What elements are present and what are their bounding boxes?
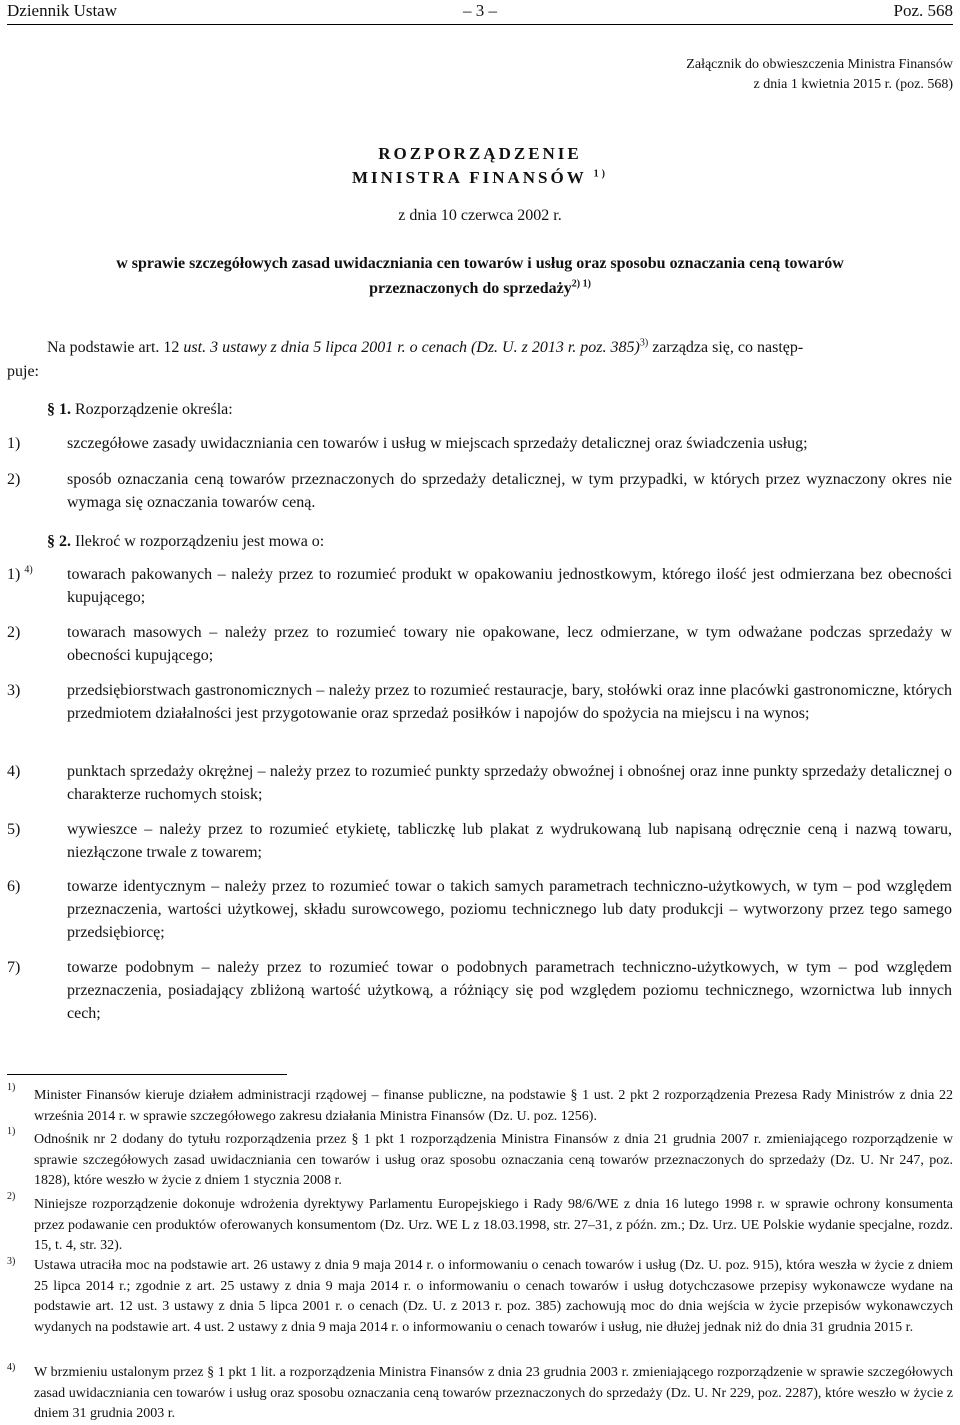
paragraph-2-lead [47, 530, 324, 553]
position-number: Poz. 568 [893, 1, 953, 20]
annex-line-1: Załącznik do obwieszczenia Ministra Finansów [686, 57, 953, 72]
issuer-title [7, 167, 953, 189]
list-item-text: towarach pakowanych – należy przez to rozumieć produkt w opakowaniu jednostkowym, którego ilość jest odmierzana bez obecności kupującego; [67, 566, 952, 606]
list-item-text: towarze podobnym – należy przez to rozumieć towar o podobnych parametrach techniczno-użytkowych, w tym – pod względem przeznaczenia, posiadający zbliżoną wartość użytkową, a różniący się pod względem poziomu technicznego, wzornictwa lub innych cech; [67, 959, 952, 1022]
footnote-text: W brzmieniu ustalonym przez § 1 pkt 1 lit. a rozporządzenia Ministra Finansów z dnia 23 grudnia 2003 r. zmieniającego rozporządzenie w sprawie szczegółowych zasad uwidaczniania cen towarów i usług oraz sposobu oznaczania ceną towarów przeznaczonych do sprzedaży (Dz. U. Nr 229, poz. 2287), które weszło w życie z dniem 31 grudnia 2003 r. [34, 1365, 953, 1421]
list-item-text: punktach sprzedaży okrężnej – należy przez to rozumieć punkty sprzedaży obwoźnej i obnośnej oraz inne punkty sprzedaży detalicznej o charakterze ruchomych stoisk; [67, 763, 952, 803]
footnote-text: Ustawa utraciła moc na podstawie art. 26 ustawy z dnia 9 maja 2014 r. o informowaniu o cenach towarów i usług (Dz. U. poz. 915), która weszła w życie z dniem 25 lipca 2014 r.; zgodnie z art. 25 ustawy z dnia 9 maja 2014 r. o informowaniu o cenach towarów i usług dotychczasowe przepisy wykonawcze wydane na podstawie art. 12 ust. 3 ustawy z dnia 5 lipca 2001 r. o cenach (Dz. U. z 2013 r. poz. 385) zachowują moc do dnia wejścia w życie przepisów wykonawczych wydanych na podstawie art. 4 ust. 2 ustawy z dnia 9 maja 2014 r. o informowaniu o cenach towarów i usług, nie dłużej jednak niż do dnia 31 grudnia 2015 r. [34, 1258, 953, 1335]
list-item-text: przedsiębiorstwach gastronomicznych – należy przez to rozumieć restauracje, bary, stołówki oraz inne placówki gastronomiczne, których przedmiotem działalności jest przygotowanie oraz sprzedaż posiłków i napojów do spożycia na miejscu i na wynos; [67, 682, 952, 722]
paragraph-1-mark: § 1. [47, 401, 71, 418]
list-item-text: wywieszce – należy przez to rozumieć etykietę, tabliczkę lub plakat z wydrukowaną lub napisaną odręcznie ceną i nazwą towaru, niezłączone trwale z towarem; [67, 821, 952, 861]
list-item-text: towarach masowych – należy przez to rozumieć towary nie opakowane, lecz odmierzane, w tym odważane podczas sprzedaży w obecności kupującego; [67, 624, 952, 664]
preamble-text-c: zarządza się, co następ- [648, 339, 804, 356]
preamble-footnote-ref: 3) [639, 337, 649, 349]
paragraph-1-lead-text: Rozporządzenie określa: [71, 401, 233, 418]
footnote-separator [7, 1074, 287, 1075]
footnote-mark: 4) [7, 1362, 16, 1373]
preamble [47, 336, 953, 359]
footnote-text: Niniejsze rozporządzenie dokonuje wdrożenia dyrektywy Parlamentu Europejskiego i Rady 98/6/WE z dnia 16 lutego 1998 r. w sprawie ochrony konsumenta przez podawanie cen produktów oferowanych konsumentom (Dz. Urz. WE L z 18.03.1998, str. 27–31, z późn. zm.; Dz. Urz. UE Polskie wydanie specjalne, rozdz. 15, t. 4, str. 32). [34, 1197, 953, 1253]
list-item-text: szczegółowe zasady uwidaczniania cen towarów i usług w miejscach sprzedaży detalicznej oraz świadczenia usług; [67, 435, 808, 452]
list-item-number [7, 563, 33, 586]
act-date: z dnia 10 czerwca 2002 r. [398, 207, 562, 224]
act-subject [27, 251, 933, 301]
list-item-number: 2) [7, 624, 21, 641]
list-item-number: 5) [7, 821, 21, 838]
preamble-text-a: Na podstawie art. 12 [47, 339, 184, 356]
list-item-text: sposób oznaczania ceną towarów przeznaczonych do sprzedaży detalicznej, w tym przypadki, w których przez wyznaczony okres nie wymaga się oznaczania towarów ceną. [67, 471, 952, 511]
footnote-mark: 1) [7, 1126, 16, 1137]
list-item-number: 7) [7, 959, 21, 976]
paragraph-2-lead-text: Ilekroć w rozporządzeniu jest mowa o: [71, 533, 325, 550]
annex-line-2: z dnia 1 kwietnia 2015 r. (poz. 568) [753, 77, 953, 92]
footnote-mark: 2) [7, 1191, 16, 1202]
footnote-mark: 3) [7, 1256, 16, 1267]
list-item-number: 3) [7, 682, 21, 699]
paragraph-2-mark: § 2. [47, 533, 71, 550]
subject-line-2 [27, 276, 933, 301]
list-item-text: towarze identycznym – należy przez to rozumieć towar o takich samych parametrach techniczno-użytkowych, w tym – pod względem przeznaczenia, wartości użytkowej, składu surowcowego, poziomu technicznego lub daty produkcji – wytworzony przez tego samego przedsiębiorcę; [67, 878, 952, 941]
list-item-footnote-ref: 4) [24, 564, 33, 576]
list-item-number: 1) [7, 435, 21, 452]
page-header [7, 0, 953, 25]
subject-line-2-text: przeznaczonych do sprzedaży [369, 280, 572, 297]
subject-line-1: w sprawie szczegółowych zasad uwidaczniania cen towarów i usług oraz sposobu oznaczania ceną towarów [116, 255, 844, 272]
list-item-number: 2) [7, 471, 21, 488]
list-item-number: 4) [7, 763, 21, 780]
footnote-text: Minister Finansów kieruje działem administracji rządowej – finanse publiczne, na podstawie § 1 ust. 2 pkt 2 rozporządzenia Prezesa Rady Ministrów z dnia 22 września 2014 r. w sprawie szczegółowego zakresu działania Ministra Finansów (Dz. U. poz. 1256). [34, 1088, 953, 1124]
footnote-text: Odnośnik nr 2 dodany do tytułu rozporządzenia przez § 1 pkt 1 rozporządzenia Ministra Finansów z dnia 21 grudnia 2007 r. zmieniającego rozporządzenie w sprawie szczegółowych zasad uwidaczniania cen towarów i usług oraz sposobu oznaczania ceną towarów przeznaczonych do sprzedaży (Dz. U. Nr 247, poz. 1828), które weszło w życie z dniem 1 stycznia 2008 r. [34, 1132, 953, 1188]
page-number: – 3 – [463, 1, 497, 20]
act-type-title: ROZPORZĄDZENIE [378, 144, 582, 163]
issuer-footnote-ref: 1) [593, 168, 608, 180]
header-rule [7, 24, 953, 25]
preamble-continuation: puje: [7, 363, 39, 380]
list-item-number: 6) [7, 878, 21, 895]
paragraph-1-lead [47, 398, 233, 421]
issuer-name: MINISTRA FINANSÓW [351, 168, 587, 187]
footnote-mark: 1) [7, 1082, 16, 1093]
subject-footnote-ref: 2) 1) [571, 278, 591, 290]
document-page [7, 0, 953, 1425]
annex-note [647, 55, 953, 95]
journal-name: Dziennik Ustaw [7, 1, 118, 20]
list-item-number-text: 1) [7, 566, 21, 583]
preamble-legal-basis: ust. 3 ustawy z dnia 5 lipca 2001 r. o cenach (Dz. U. z 2013 r. poz. 385) [183, 339, 640, 356]
